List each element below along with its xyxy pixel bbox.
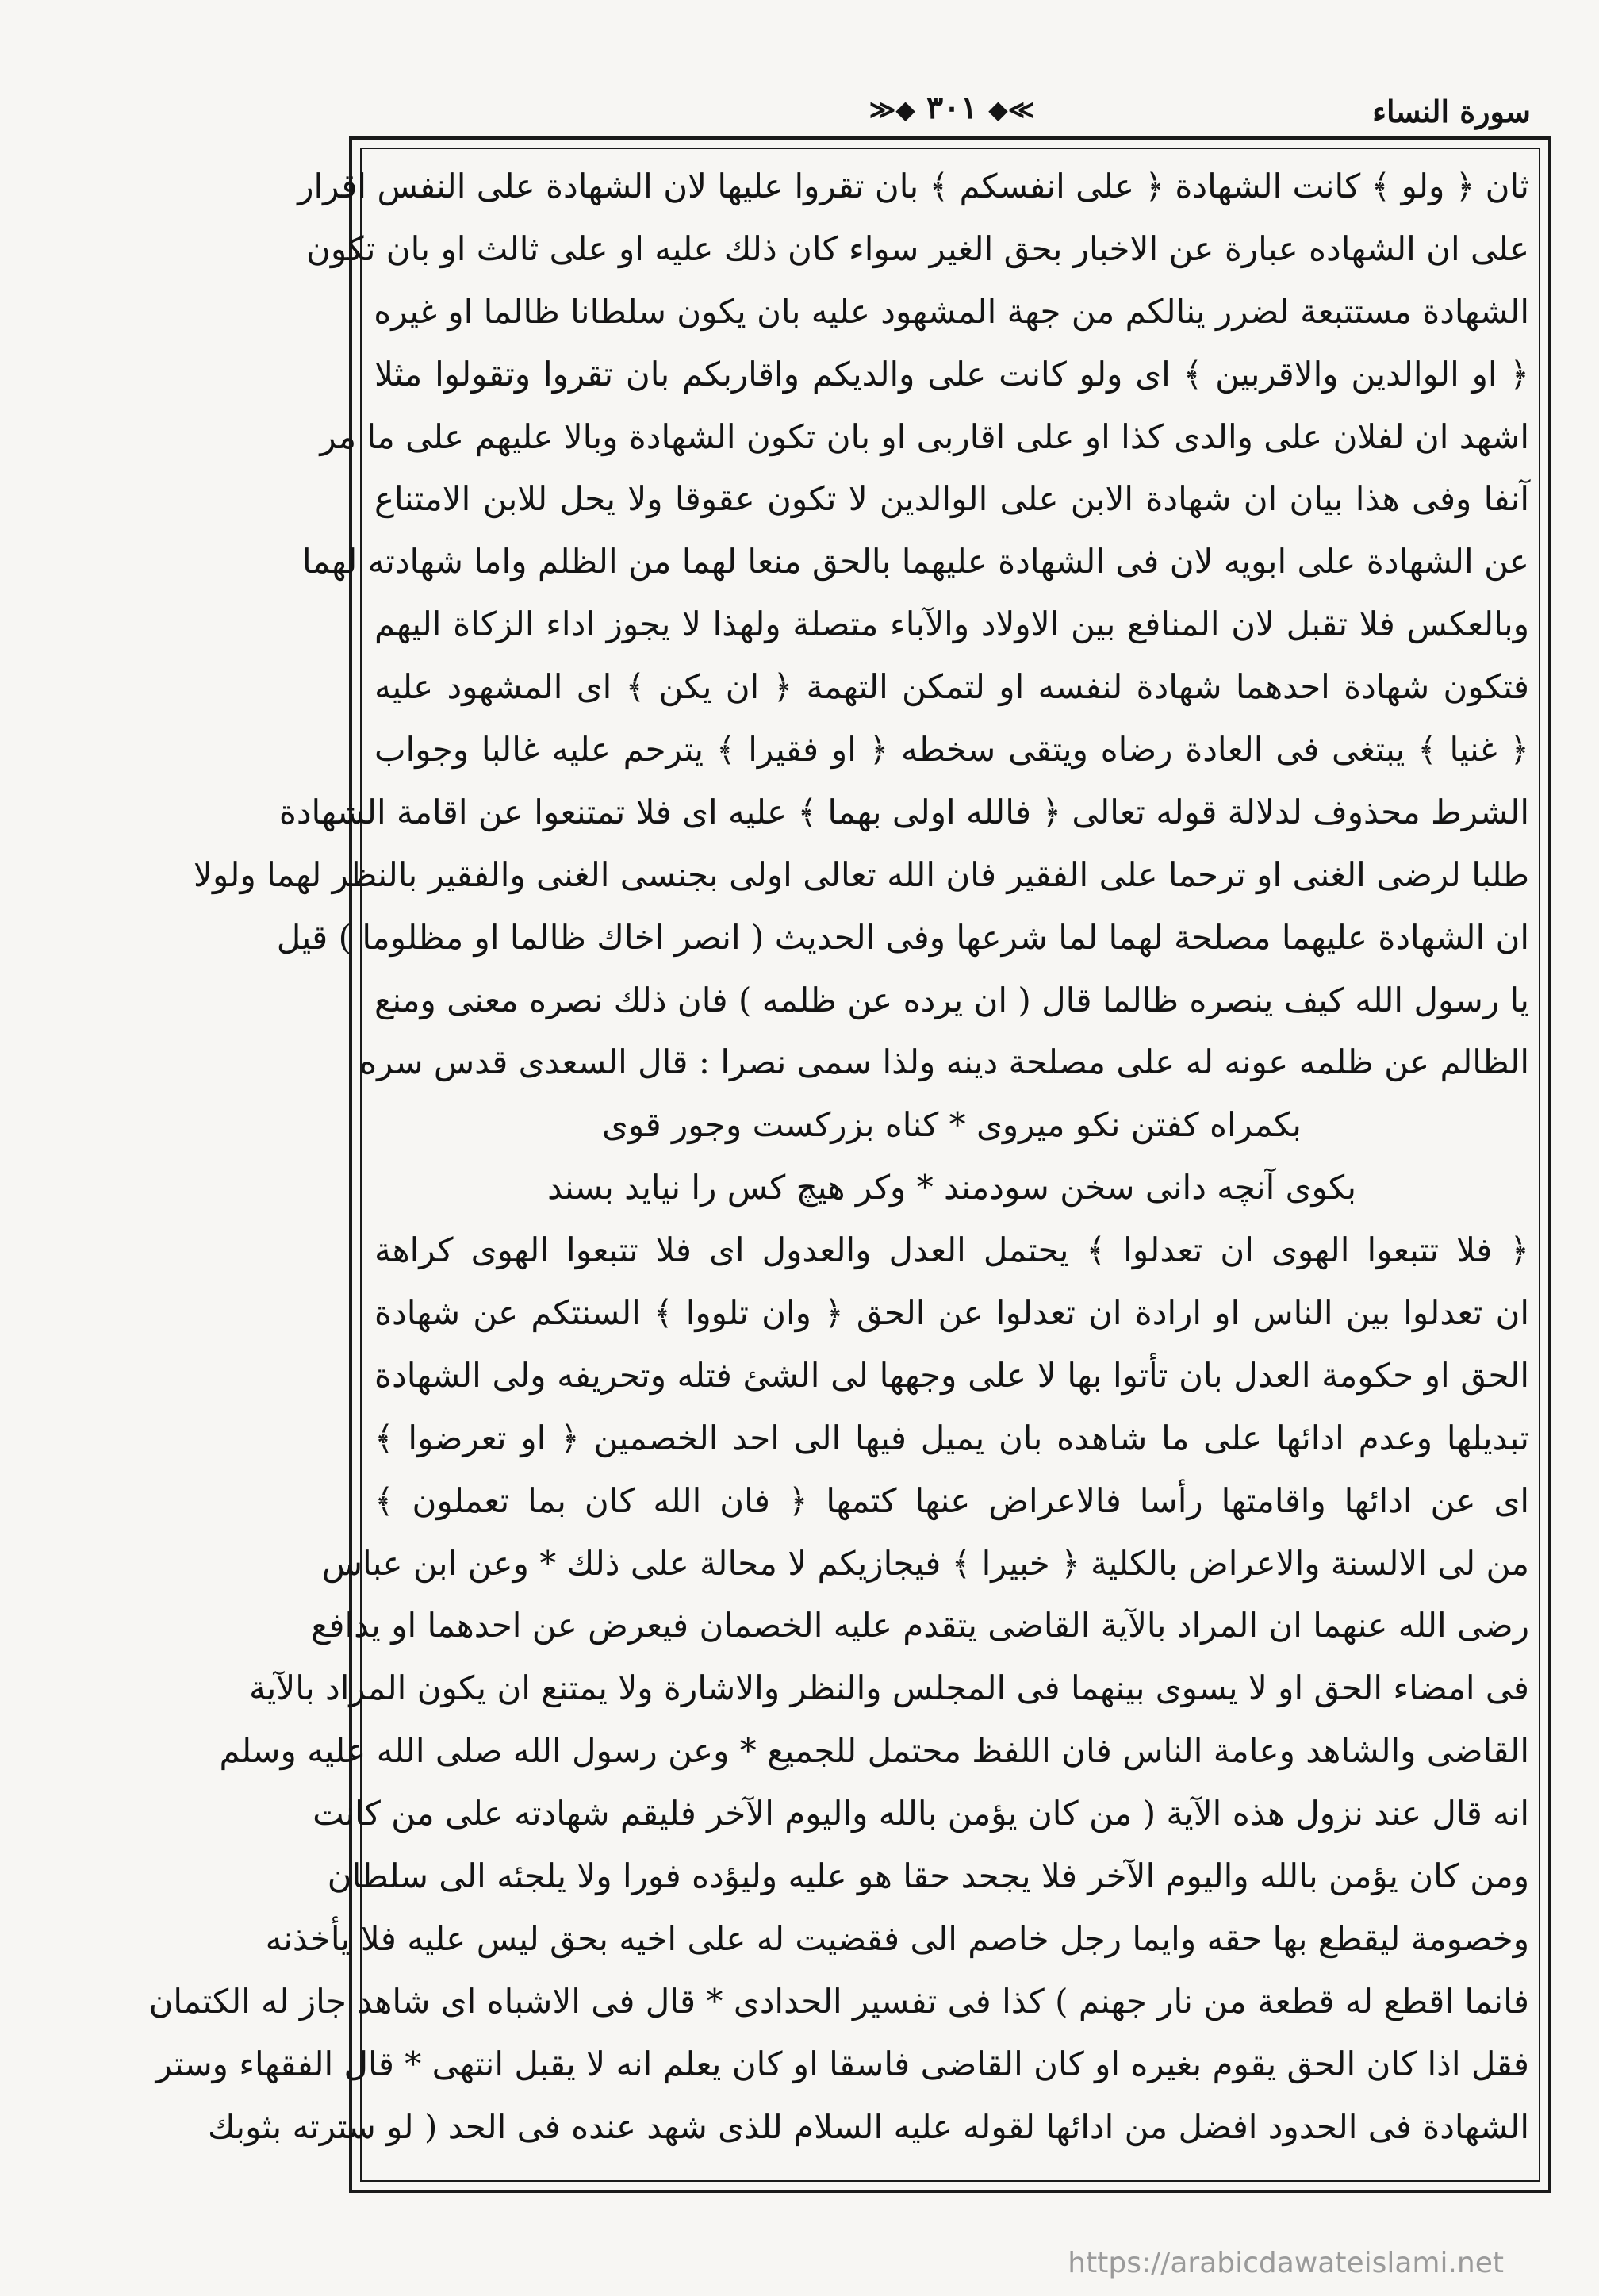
- text-line: طلبا لرضى الغنى او ترحما على الفقير فان الله تعالى اولى بجنسى الغنى والفقير بالنظر لهما ولولا: [194, 854, 1529, 894]
- watermark-url: https://arabicdawateislami.net: [1068, 2247, 1504, 2279]
- text-line: الظالم عن ظلمه عونه له على مصلحة دينه ولذا سمى نصرا : قال السعدى قدس سره: [359, 1042, 1529, 1082]
- text-line: ﴿ او الوالدين والاقربين ﴾ اى ولو كانت على والديكم واقاربكم بان تقروا وتقولوا مثلا: [374, 354, 1529, 394]
- text-line: ان الشهادة عليهما مصلحة لهما لما شرعها وفى الحديث ( انصر اخاك ظالما او مظلوما ) قيل: [276, 917, 1529, 957]
- text-line: فتكون شهادة احدهما شهادة لنفسه او لتمكن التهمة ﴿ ان يكن ﴾ اى المشهود عليه: [374, 667, 1529, 707]
- text-line: الحق او حكومة العدل بان تأتوا بها لا على وجهها لى الشئ فتله وتحريفه ولى الشهادة: [374, 1355, 1529, 1395]
- text-line: ثان ﴿ ولو ﴾ كانت الشهادة ﴿ على انفسكم ﴾ بان تقروا عليها لان الشهادة على النفس اقرار: [297, 167, 1529, 205]
- text-line: ان تعدلوا بين الناس او ارادة ان تعدلوا عن الحق ﴿ وان تلووا ﴾ السنتكم عن شهادة: [374, 1293, 1529, 1333]
- text-line: آنفا وفى هذا بيان ان شهادة الابن على الوالدين لا تكون عقوقا ولا يحل للابن الامتناع: [374, 479, 1529, 519]
- text-line: فقل اذا كان الحق يقوم بغيره او كان القاضى فاسقا او كان يعلم انه لا يقبل انتهى * قال الفقهاء وستر: [155, 2044, 1529, 2083]
- text-line: الشهادة فى الحدود افضل من ادائها لقوله عليه السلام للذى شهد عنده فى الحد ( لو سترته بثوبك: [208, 2106, 1529, 2146]
- text-line: رضى الله عنهما ان المراد بالآية القاضى يتقدم عليه الخصمان فيعرض عن احدهما او يدافع: [311, 1606, 1529, 1645]
- text-line: القاضى والشاهد وعامة الناس فان اللفظ محتمل للجميع * وعن رسول الله صلى الله عليه وسلم: [219, 1731, 1529, 1771]
- text-line: من لى الالسنة والاعراض بالكلية ﴿ خبيرا ﴾ فيجازيكم لا محالة على ذلك * وعن ابن عباس: [321, 1543, 1529, 1583]
- ornament-left-icon: ◆≪: [988, 94, 1035, 125]
- page-number: [869, 89, 1035, 126]
- poem-verse: بكوى آنچه دانى سخن سودمند * وكر هيچ كس را نيايد بسند: [546, 1168, 1357, 1208]
- body-text: [148, 155, 1529, 2159]
- text-line: فى امضاء الحق او لا يسوى بينهما فى المجلس والنظر والاشارة ولا يمتنع ان يكون المراد بالآية: [249, 1668, 1529, 1708]
- poem-verse: بكمراه كفتن نكو ميروى * كناه بزركست وجور قوى: [602, 1105, 1302, 1145]
- ornament-right-icon: ≫◆: [869, 94, 915, 125]
- text-line: ومن كان يؤمن بالله واليوم الآخر فلا يجحد حقا هو عليه وليؤده فورا ولا يلجئه الى سلطان: [327, 1856, 1529, 1896]
- text-line: على ان الشهاده عبارة عن الاخبار بحق الغير سواء كان ذلك عليه او على ثالث او بان تكون: [306, 228, 1529, 268]
- text-line: ﴿ فلا تتبعوا الهوى ان تعدلوا ﴾ يحتمل العدل والعدول اى فلا تتبعوا الهوى كراهة: [374, 1231, 1529, 1270]
- text-line: وبالعكس فلا تقبل لان المنافع بين الاولاد والآباء متصلة ولهذا لا يجوز اداء الزكاة اليهم: [374, 605, 1529, 644]
- text-line: ﴿ غنيا ﴾ يبتغى فى العادة رضاه ويتقى سخطه ﴿ او فقيرا ﴾ يترحم عليه غالبا وجواب: [374, 730, 1529, 770]
- text-line: الشهادة مستتبعة لضرر ينالكم من جهة المشهود عليه بان يكون سلطانا ظالما او غيره: [374, 291, 1529, 331]
- text-line: وخصومة ليقطع بها حقه وايما رجل خاصم الى فقضيت له على اخيه بحق ليس عليه فلا يأخذنه: [265, 1918, 1529, 1958]
- text-line: فانما اقطع له قطعة من نار جهنم ) كذا فى تفسير الحدادى * قال فى الاشباه اى شاهد جاز له الكتمان: [148, 1981, 1529, 2021]
- text-line: انه قال عند نزول هذه الآية ( من كان يؤمن بالله واليوم الآخر فليقم شهادته على من كانت: [313, 1794, 1529, 1833]
- text-line: الشرط محذوف لدلالة قوله تعالى ﴿ فالله اولى بهما ﴾ عليه اى فلا تمتنعوا عن اقامة الشهادة: [278, 792, 1529, 831]
- text-line: يا رسول الله كيف ينصره ظالما قال ( ان يرده عن ظلمه ) فان ذلك نصره معنى ومنع: [374, 980, 1529, 1019]
- text-line: تبديلها وعدم ادائها على ما شاهده بان يميل فيها الى احد الخصمين ﴿ او تعرضوا ﴾: [374, 1418, 1529, 1457]
- text-line: اى عن ادائها واقامتها رأسا فالاعراض عنها كتمها ﴿ فان الله كان بما تعملون ﴾: [374, 1480, 1529, 1520]
- surah-title: سورة النساء: [1372, 94, 1531, 129]
- page-number-value: ٣٠١: [926, 89, 978, 126]
- text-line: اشهد ان لفلان على والدى كذا او على اقاربى او بان تكون الشهادة وبالا عليهم على ما مر: [320, 417, 1529, 456]
- text-line: عن الشهادة على ابويه لان فى الشهادة عليهما بالحق منعا لهما من الظلم واما شهادته لهما: [302, 542, 1529, 582]
